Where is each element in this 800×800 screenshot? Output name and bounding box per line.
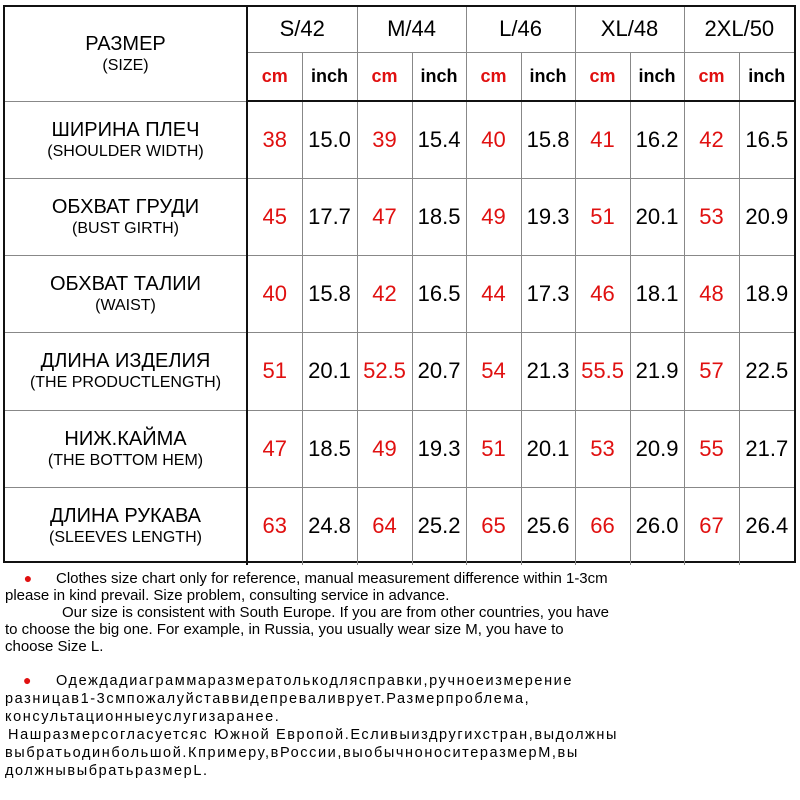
value-inch: 17.7	[302, 178, 357, 255]
unit-cm: cm	[466, 52, 521, 101]
measurement-name: ОБХВАТ ГРУДИ	[51, 195, 200, 218]
note-text: Our size is consistent with South Europe. If you are from other countries, you have	[62, 604, 609, 621]
value-inch: 18.5	[302, 410, 357, 487]
value-cm: 52.5	[357, 332, 412, 410]
measurement-name: ШИРИНА ПЛЕЧ	[51, 118, 200, 141]
measurement-name: ДЛИНА ИЗДЕЛИЯ	[40, 350, 211, 372]
value-inch: 21.9	[630, 332, 684, 410]
value-cm: 38	[247, 101, 302, 178]
table-row	[5, 101, 794, 178]
value-inch: 20.9	[630, 410, 684, 487]
value-cm: 44	[466, 255, 521, 332]
value-cm: 42	[684, 101, 739, 178]
measurement-label-cell	[5, 178, 247, 255]
unit-cm: cm	[575, 52, 630, 101]
value-cm: 47	[357, 178, 412, 255]
value-inch: 19.3	[412, 410, 466, 487]
measurement-name: ОБХВАТ ТАЛИИ	[49, 272, 201, 295]
note-en-line-5	[0, 638, 800, 655]
size-header-xl: XL/48	[575, 7, 684, 52]
table-row	[5, 178, 794, 255]
note-text: Одеждадиаграммаразмератолькодляcправки,ручноеизмерение	[56, 673, 574, 689]
note-ru-line-1	[0, 671, 800, 690]
note-en-line-3	[0, 604, 800, 621]
measurement-name-en: (THE PRODUCTLENGTH)	[29, 374, 222, 391]
value-inch: 21.7	[739, 410, 794, 487]
measurement-label-cell	[5, 255, 247, 332]
value-cm: 45	[247, 178, 302, 255]
value-inch: 18.1	[630, 255, 684, 332]
unit-cm: cm	[247, 52, 302, 101]
value-inch: 15.0	[302, 101, 357, 178]
bullet-icon: ●	[23, 570, 33, 586]
note-text: должнывыбратьразмерL.	[5, 763, 209, 779]
size-label-cell	[5, 7, 247, 101]
notes	[0, 570, 800, 780]
size-header-l: L/46	[466, 7, 575, 52]
value-cm: 55.5	[575, 332, 630, 410]
value-inch: 16.5	[412, 255, 466, 332]
size-label: РАЗМЕР	[85, 32, 166, 55]
size-header-s: S/42	[247, 7, 357, 52]
value-cm: 54	[466, 332, 521, 410]
value-cm: 67	[684, 487, 739, 565]
value-cm: 49	[466, 178, 521, 255]
note-ru-line-3	[0, 708, 800, 726]
table-row	[5, 255, 794, 332]
size-header-m: M/44	[357, 7, 466, 52]
value-cm: 46	[575, 255, 630, 332]
measurement-name-en: (BUST GIRTH)	[72, 219, 179, 237]
note-text: to choose the big one. For example, in Russia, you usually wear size M, you have to	[5, 621, 564, 638]
unit-inch: inch	[739, 52, 794, 101]
value-cm: 57	[684, 332, 739, 410]
measurement-name-en: (WAIST)	[95, 296, 156, 314]
note-ru-line-4	[0, 726, 800, 744]
measurement-label-cell	[5, 410, 247, 487]
size-header-2xl: 2XL/50	[684, 7, 794, 52]
value-inch: 20.9	[739, 178, 794, 255]
value-cm: 64	[357, 487, 412, 565]
unit-inch: inch	[630, 52, 684, 101]
note-ru-line-5	[0, 744, 800, 762]
note-en-line-4	[0, 621, 800, 638]
note-text: please in kind prevail. Size problem, consulting service in advance.	[5, 587, 450, 604]
value-cm: 51	[247, 332, 302, 410]
value-cm: 49	[357, 410, 412, 487]
value-cm: 63	[247, 487, 302, 565]
unit-inch: inch	[521, 52, 575, 101]
value-inch: 22.5	[739, 332, 794, 410]
value-inch: 17.3	[521, 255, 575, 332]
value-cm: 51	[466, 410, 521, 487]
note-text: Нашразмерсогласуетсяс Южной Европой.Есливыиздругихстран,выдолжны	[8, 727, 619, 743]
value-inch: 20.1	[630, 178, 684, 255]
value-inch: 16.5	[739, 101, 794, 178]
table-row	[5, 487, 794, 565]
value-cm: 42	[357, 255, 412, 332]
size-label-en: (SIZE)	[102, 56, 149, 74]
size-header-row	[5, 7, 794, 52]
note-ru-line-2	[0, 690, 800, 708]
table-row	[5, 410, 794, 487]
size-table	[5, 7, 794, 565]
value-cm: 47	[247, 410, 302, 487]
value-inch: 20.1	[521, 410, 575, 487]
note-en-line-1	[0, 570, 800, 587]
value-cm: 66	[575, 487, 630, 565]
value-inch: 15.8	[302, 255, 357, 332]
table-row	[5, 332, 794, 410]
value-cm: 40	[466, 101, 521, 178]
measurement-label-cell	[5, 487, 247, 565]
value-inch: 18.9	[739, 255, 794, 332]
note-text: Clothes size chart only for reference, manual measurement difference within 1-3cm	[56, 570, 608, 587]
unit-cm: cm	[684, 52, 739, 101]
note-en-line-2	[0, 587, 800, 604]
measurement-label-cell	[5, 101, 247, 178]
measurement-name: НИЖ.КАЙМА	[64, 427, 187, 450]
value-inch: 19.3	[521, 178, 575, 255]
note-text: разницав1-3смпожалуйставвидепреваливрует.Размерпроблема,	[5, 691, 531, 707]
value-inch: 16.2	[630, 101, 684, 178]
value-cm: 41	[575, 101, 630, 178]
value-inch: 20.7	[412, 332, 466, 410]
note-ru-line-6	[0, 762, 800, 780]
measurement-name-en: (THE BOTTOM HEM)	[47, 451, 204, 469]
measurement-label-cell	[5, 332, 247, 410]
value-inch: 26.4	[739, 487, 794, 565]
value-inch: 18.5	[412, 178, 466, 255]
value-inch: 21.3	[521, 332, 575, 410]
value-cm: 40	[247, 255, 302, 332]
measurement-name-en: (SHOULDER WIDTH)	[47, 142, 204, 160]
note-text: выбратьодинбольшой.Кпримеру,вРоссии,выобычноноситеразмерМ,вы	[5, 745, 579, 761]
bullet-icon: ●	[22, 672, 34, 688]
value-cm: 53	[575, 410, 630, 487]
value-cm: 65	[466, 487, 521, 565]
value-cm: 55	[684, 410, 739, 487]
value-inch: 24.8	[302, 487, 357, 565]
note-text: консультационныеуслугизаранее.	[5, 709, 281, 725]
unit-inch: inch	[412, 52, 466, 101]
value-inch: 25.2	[412, 487, 466, 565]
size-chart	[3, 5, 796, 563]
note-text: choose Size L.	[5, 638, 104, 655]
value-inch: 15.8	[521, 101, 575, 178]
value-inch: 20.1	[302, 332, 357, 410]
value-inch: 26.0	[630, 487, 684, 565]
unit-inch: inch	[302, 52, 357, 101]
value-inch: 25.6	[521, 487, 575, 565]
value-cm: 39	[357, 101, 412, 178]
value-cm: 51	[575, 178, 630, 255]
measurement-name: ДЛИНА РУКАВА	[50, 505, 201, 528]
measurement-name-en: (SLEEVES LENGTH)	[49, 529, 202, 547]
unit-cm: cm	[357, 52, 412, 101]
value-inch: 15.4	[412, 101, 466, 178]
value-cm: 53	[684, 178, 739, 255]
value-cm: 48	[684, 255, 739, 332]
